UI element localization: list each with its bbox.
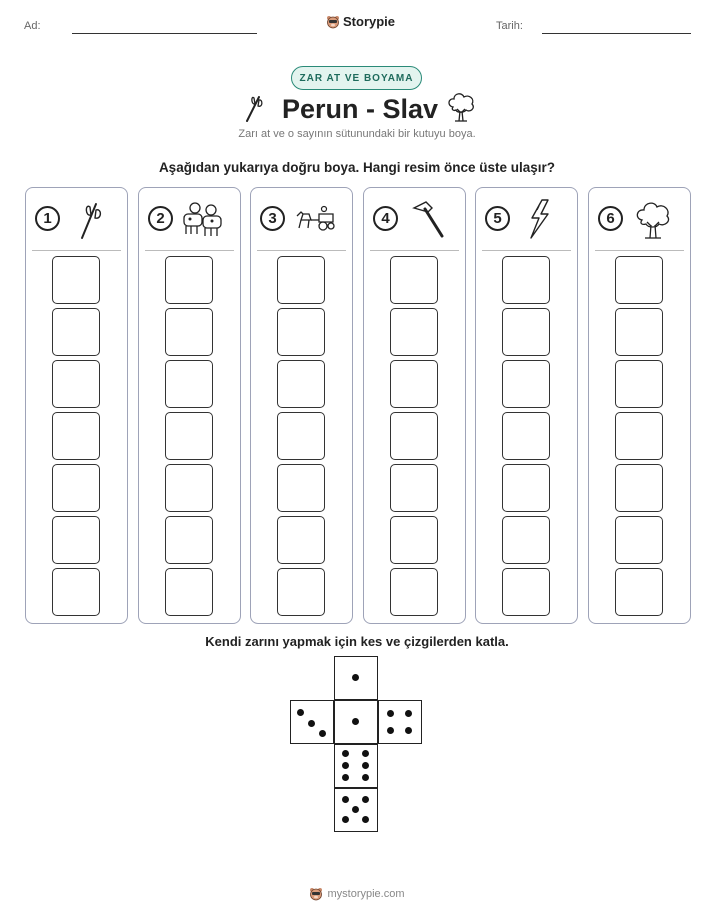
coloring-box[interactable]	[165, 412, 213, 460]
dice-face	[378, 700, 422, 744]
column-number: 6	[598, 206, 623, 231]
bear-logo-icon	[326, 15, 340, 29]
column-2	[138, 187, 241, 624]
dice-pip	[352, 674, 359, 681]
date-line[interactable]	[542, 33, 691, 34]
coloring-box[interactable]	[165, 516, 213, 564]
dice-pip	[362, 796, 369, 803]
dice-face	[290, 700, 334, 744]
coloring-box[interactable]	[615, 516, 663, 564]
coloring-box[interactable]	[165, 360, 213, 408]
coloring-box[interactable]	[502, 568, 550, 616]
dice-pip	[342, 816, 349, 823]
coloring-box[interactable]	[277, 308, 325, 356]
activity-badge: ZAR AT VE BOYAMA	[291, 66, 422, 90]
date-label: Tarih:	[496, 20, 523, 32]
column-divider	[482, 250, 571, 251]
footer-url: mystorypie.com	[327, 888, 405, 900]
dice-pip	[308, 720, 315, 727]
lightning-icon	[518, 198, 562, 242]
column-divider	[595, 250, 684, 251]
coloring-box[interactable]	[615, 256, 663, 304]
column-number: 1	[35, 206, 60, 231]
coloring-box[interactable]	[52, 360, 100, 408]
dice-pip	[362, 816, 369, 823]
coloring-box[interactable]	[615, 568, 663, 616]
column-divider	[257, 250, 346, 251]
coloring-box[interactable]	[390, 568, 438, 616]
column-1	[25, 187, 128, 624]
coloring-box[interactable]	[502, 308, 550, 356]
dice-pip	[362, 774, 369, 781]
coloring-box[interactable]	[615, 412, 663, 460]
coloring-box[interactable]	[502, 516, 550, 564]
footer	[0, 887, 714, 901]
column-4	[363, 187, 466, 624]
coloring-box[interactable]	[277, 360, 325, 408]
dice-pip	[342, 762, 349, 769]
dice-pip	[362, 750, 369, 757]
coloring-box[interactable]	[52, 412, 100, 460]
coloring-box[interactable]	[277, 464, 325, 512]
coloring-box[interactable]	[390, 308, 438, 356]
dice-pip	[342, 774, 349, 781]
coloring-box[interactable]	[277, 256, 325, 304]
coloring-box[interactable]	[165, 256, 213, 304]
coloring-box[interactable]	[502, 412, 550, 460]
dice-face	[334, 656, 378, 700]
coloring-box[interactable]	[390, 464, 438, 512]
dice-pip	[342, 750, 349, 757]
column-number: 5	[485, 206, 510, 231]
coloring-box[interactable]	[52, 308, 100, 356]
coloring-box[interactable]	[165, 568, 213, 616]
dice-pip	[405, 727, 412, 734]
dice-face	[334, 744, 378, 788]
name-label: Ad:	[24, 20, 41, 32]
coloring-box[interactable]	[277, 568, 325, 616]
oak-tree-icon	[631, 198, 675, 242]
coloring-box[interactable]	[615, 464, 663, 512]
coloring-box[interactable]	[502, 360, 550, 408]
hammer-icon	[406, 198, 450, 242]
brand-name: Storypie	[343, 14, 396, 29]
name-line[interactable]	[72, 33, 257, 34]
column-divider	[370, 250, 459, 251]
dice-instruction: Kendi zarını yapmak için kes ve çizgilerden katla.	[205, 634, 509, 649]
dice-pip	[362, 762, 369, 769]
horse-cart-icon	[293, 198, 337, 242]
brand-logo	[326, 14, 395, 29]
coloring-box[interactable]	[52, 516, 100, 564]
coloring-box[interactable]	[390, 412, 438, 460]
column-number: 4	[373, 206, 398, 231]
dice-pip	[342, 796, 349, 803]
dice-pip	[297, 709, 304, 716]
coloring-box[interactable]	[277, 516, 325, 564]
axe-icon	[68, 198, 112, 242]
dice-face	[334, 700, 378, 744]
column-divider	[32, 250, 121, 251]
coloring-box[interactable]	[390, 256, 438, 304]
coloring-box[interactable]	[615, 308, 663, 356]
coloring-box[interactable]	[52, 256, 100, 304]
coloring-box[interactable]	[502, 256, 550, 304]
dice-pip	[319, 730, 326, 737]
column-divider	[145, 250, 234, 251]
column-number: 3	[260, 206, 285, 231]
instruction: Aşağıdan yukarıya doğru boya. Hangi resim önce üste ulaşır?	[158, 160, 556, 175]
bear-logo-icon	[309, 887, 323, 901]
coloring-box[interactable]	[277, 412, 325, 460]
subtitle: Zarı at ve o sayının sütunundaki bir kutuyu boya.	[238, 128, 476, 140]
coloring-box[interactable]	[52, 568, 100, 616]
dice-pip	[405, 710, 412, 717]
coloring-box[interactable]	[502, 464, 550, 512]
coloring-box[interactable]	[390, 516, 438, 564]
page-title: Perun - Slav	[281, 94, 439, 124]
dice-pip	[352, 718, 359, 725]
column-6	[588, 187, 691, 624]
coloring-box[interactable]	[165, 308, 213, 356]
oak-tree-icon	[444, 90, 478, 124]
column-number: 2	[148, 206, 173, 231]
coloring-box[interactable]	[52, 464, 100, 512]
dice-pip	[387, 727, 394, 734]
coloring-box[interactable]	[165, 464, 213, 512]
dice-face	[334, 788, 378, 832]
dice-pip	[387, 710, 394, 717]
column-3	[250, 187, 353, 624]
coloring-box[interactable]	[390, 360, 438, 408]
cows-icon	[181, 198, 225, 242]
coloring-box[interactable]	[615, 360, 663, 408]
dice-pip	[352, 806, 359, 813]
column-5	[475, 187, 578, 624]
